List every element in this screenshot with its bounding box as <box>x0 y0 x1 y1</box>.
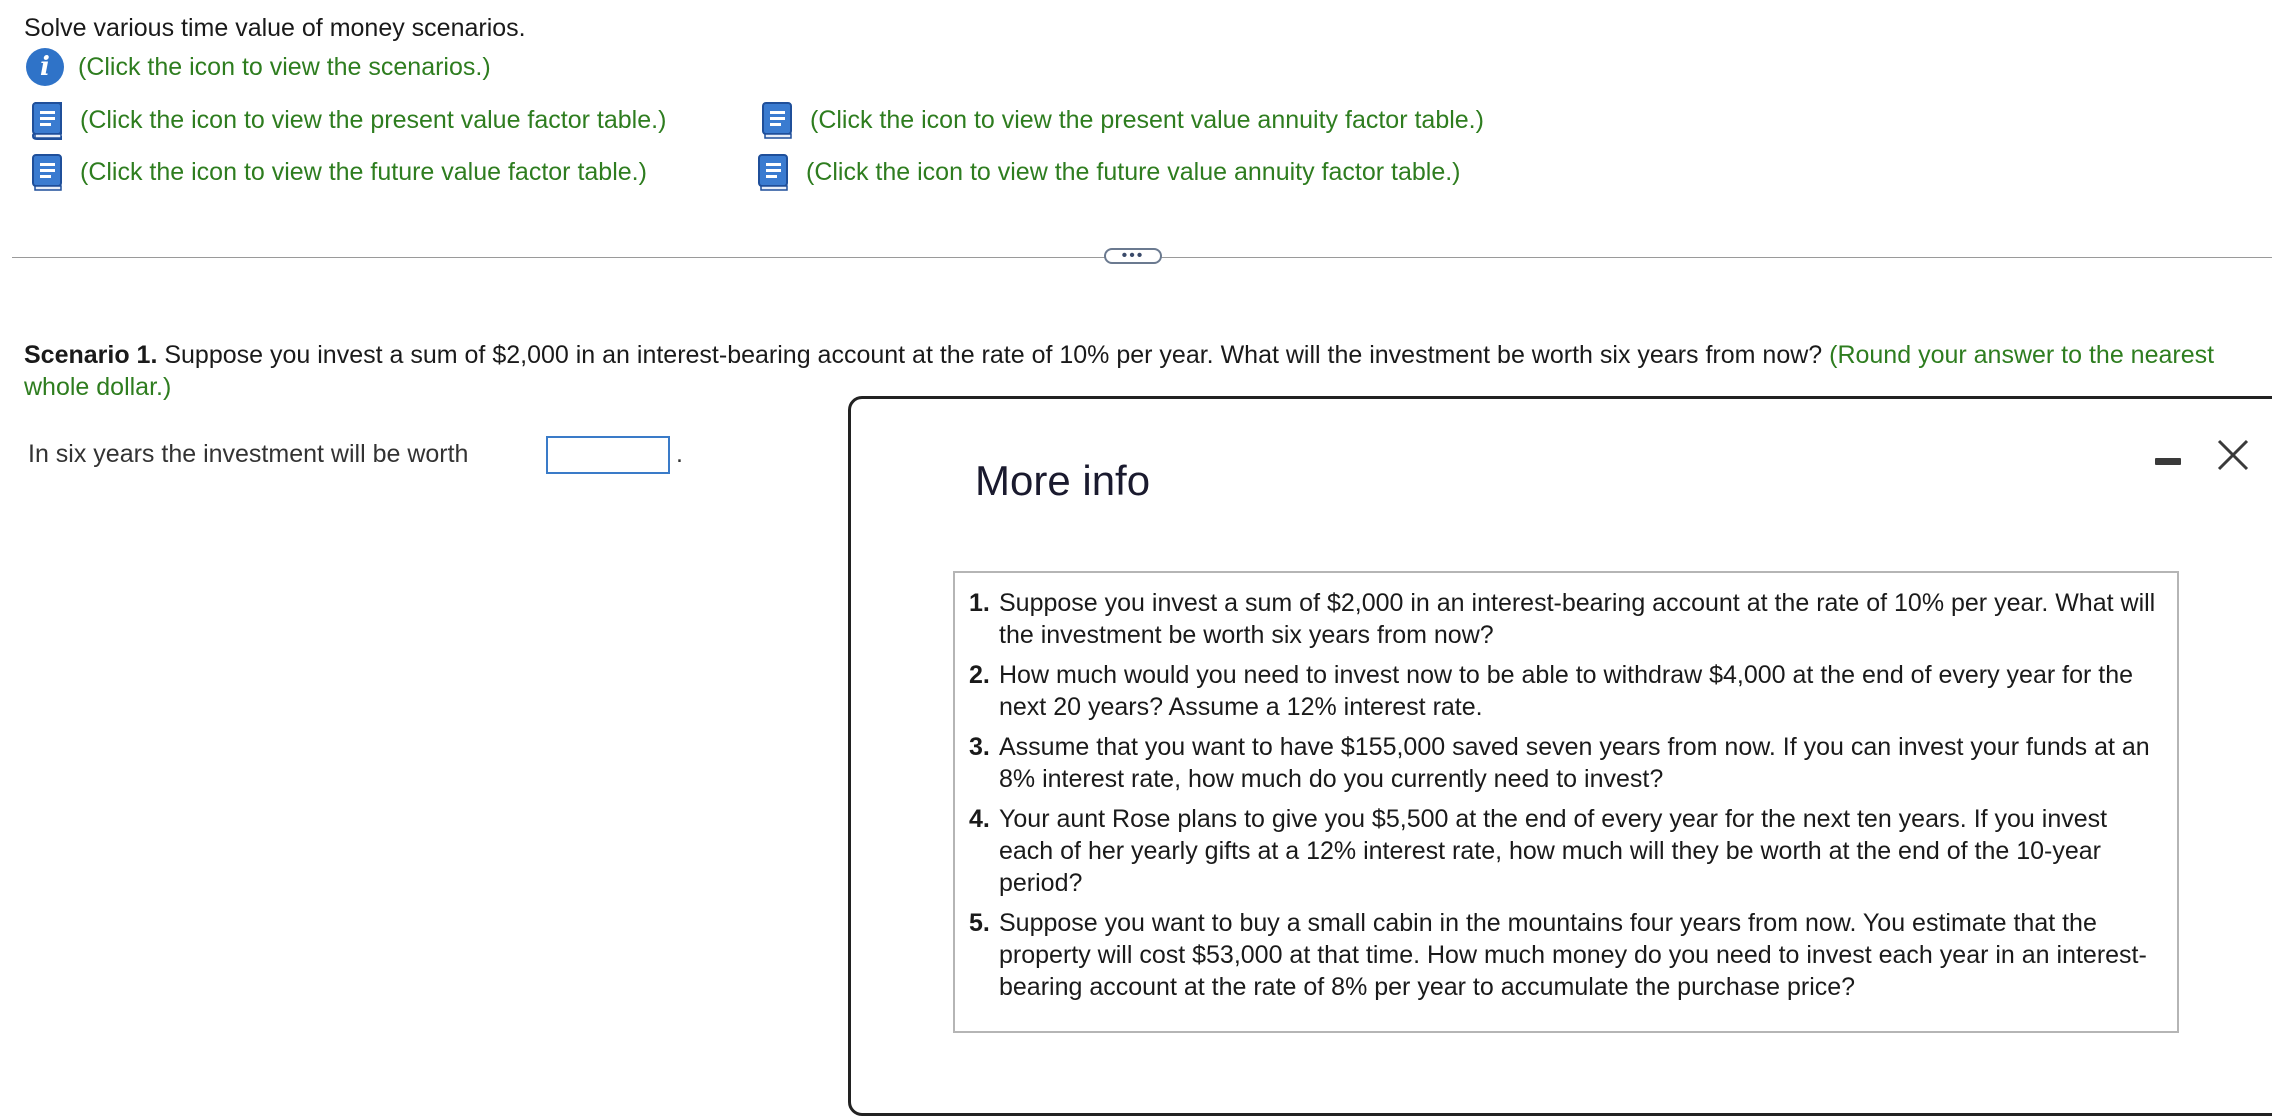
scenarios-list <box>955 573 2177 1003</box>
list-item-number: 2. <box>969 661 990 689</box>
list-item-text: How much would you need to invest now to be able to withdraw $4,000 at the end of every year for the next 20 years? Assume a 12% interest rate. <box>999 661 2134 721</box>
fv-annuity-table-link-text[interactable]: (Click the icon to view the future value annuity factor table.) <box>806 157 1461 186</box>
answer-input[interactable] <box>546 436 670 474</box>
pv-factor-table-link[interactable] <box>26 100 666 140</box>
scenarios-link-text[interactable]: (Click the icon to view the scenarios.) <box>78 52 491 81</box>
list-item <box>969 731 2163 795</box>
list-item <box>969 803 2163 899</box>
list-item-number: 3. <box>969 733 990 761</box>
divider-expand-handle[interactable]: ••• <box>1104 248 1162 264</box>
answer-prefix: In six years the investment will be worth <box>28 440 469 468</box>
list-item-text: Your aunt Rose plans to give you $5,500 at the end of every year for the next ten years. If you invest each of her yearly gifts at a 12% interest rate, how much will they be worth at the end of the 10-year period? <box>999 805 2108 897</box>
scenario-label: Scenario 1. <box>24 341 158 369</box>
info-icon[interactable]: i <box>26 48 64 86</box>
book-icon[interactable] <box>26 100 66 140</box>
book-icon[interactable] <box>752 152 792 192</box>
list-item <box>969 587 2163 651</box>
scenario-hint: (Round your answer to the nearest whole dollar.) <box>24 341 2215 401</box>
list-item-number: 5. <box>969 909 990 937</box>
minimize-button[interactable] <box>2153 449 2183 473</box>
list-item <box>969 907 2163 1003</box>
more-info-modal <box>848 396 2272 1116</box>
fv-factor-table-link[interactable] <box>26 152 647 192</box>
list-item-number: 4. <box>969 805 990 833</box>
modal-title: More info <box>975 457 1151 504</box>
pv-annuity-table-link-text[interactable]: (Click the icon to view the present value annuity factor table.) <box>810 105 1484 134</box>
list-item-number: 1. <box>969 589 990 617</box>
fv-annuity-table-link[interactable] <box>752 152 1461 192</box>
scenario-text: Suppose you invest a sum of $2,000 in an interest-bearing account at the rate of 10% per year. What will the investment be worth six years from now? <box>157 341 1830 369</box>
close-button[interactable] <box>2213 435 2253 475</box>
list-item-text: Suppose you want to buy a small cabin in the mountains four years from now. You estimate that the property will cost $53,000 at that time. How much money do you need to invest each year in an interest-bearing account at the rate of 8% per year to accumulate the purchase price? <box>999 909 2147 1001</box>
answer-suffix: . <box>676 440 683 468</box>
list-item-text: Suppose you invest a sum of $2,000 in an interest-bearing account at the rate of 10% per year. What will the investment be worth six years from now? <box>999 589 2156 649</box>
intro-text: Solve various time value of money scenarios. <box>24 14 526 42</box>
scenarios-link[interactable] <box>26 48 491 86</box>
pv-annuity-table-link[interactable] <box>756 100 1484 140</box>
fv-factor-table-link-text[interactable]: (Click the icon to view the future value factor table.) <box>80 157 647 186</box>
book-icon[interactable] <box>26 152 66 192</box>
list-item-text: Assume that you want to have $155,000 saved seven years from now. If you can invest your funds at an 8% interest rate, how much do you currently need to invest? <box>999 733 2150 793</box>
scenario-question <box>24 339 2244 403</box>
book-icon[interactable] <box>756 100 796 140</box>
scenarios-box <box>953 571 2179 1033</box>
list-item <box>969 659 2163 723</box>
minimize-icon[interactable] <box>2155 458 2181 465</box>
pv-factor-table-link-text[interactable]: (Click the icon to view the present value factor table.) <box>80 105 667 134</box>
close-icon[interactable] <box>2213 435 2253 475</box>
